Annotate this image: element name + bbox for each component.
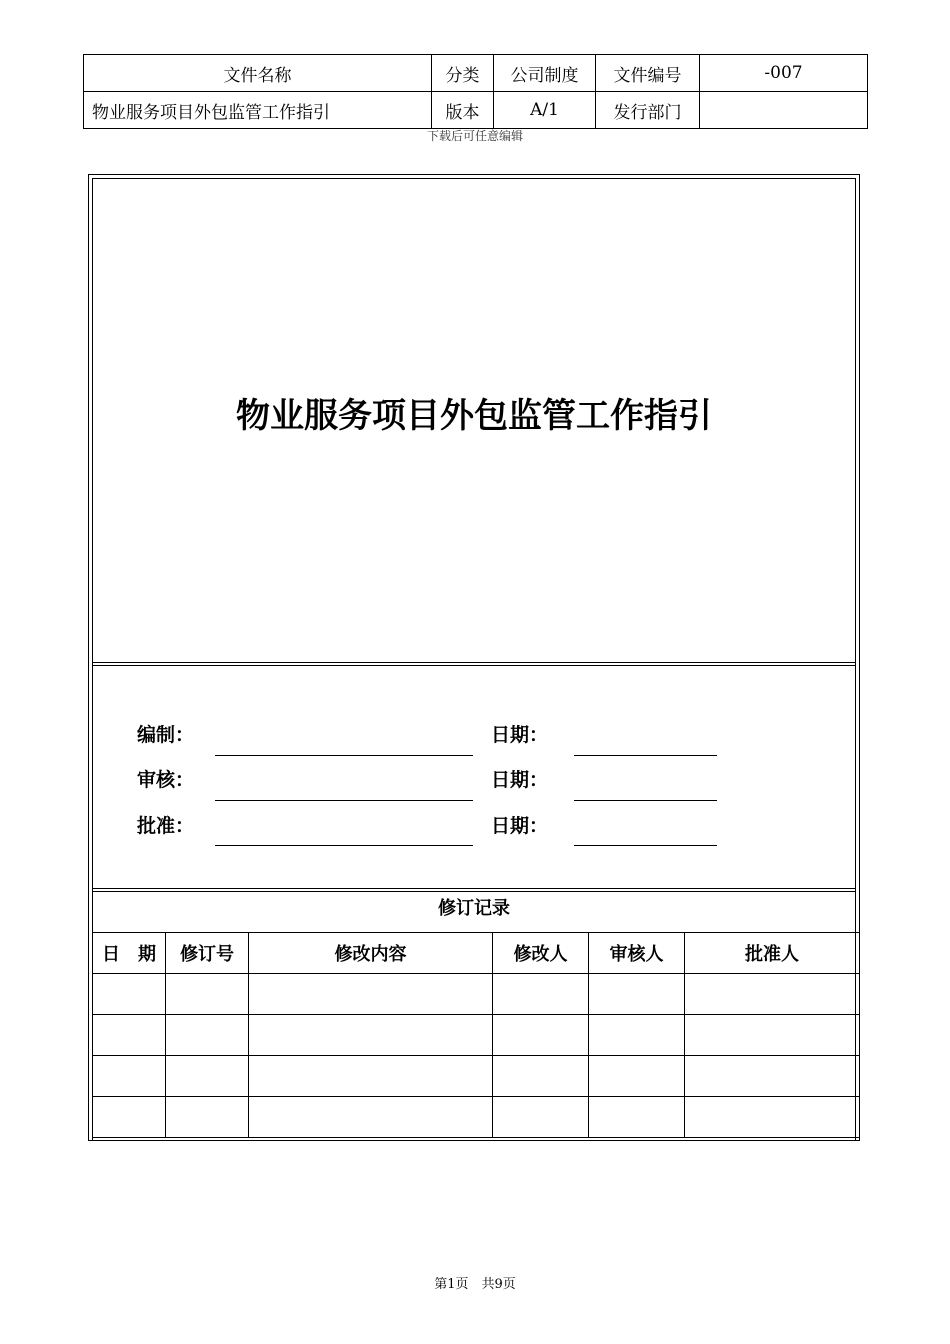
col-revision-no-header: 修订号 (166, 933, 249, 974)
category-label: 分类 (432, 55, 494, 92)
table-cell[interactable] (93, 974, 166, 1015)
table-cell[interactable] (493, 1015, 589, 1056)
prepared-signature-line[interactable] (215, 755, 473, 756)
section-divider-1 (92, 662, 856, 666)
prepared-label: 编制： (137, 724, 195, 746)
col-change-content-header: 修改内容 (249, 933, 493, 974)
revision-table (92, 932, 860, 1138)
category-value: 公司制度 (494, 55, 596, 92)
col-modifier-header: 修改人 (493, 933, 589, 974)
issuing-dept-label: 发行部门 (596, 92, 700, 129)
table-cell[interactable] (93, 1015, 166, 1056)
table-row (93, 1097, 860, 1138)
table-cell[interactable] (249, 1015, 493, 1056)
prepared-date-label: 日期： (491, 724, 549, 746)
table-cell[interactable] (685, 974, 860, 1015)
approved-date-label: 日期： (491, 815, 549, 837)
table-cell[interactable] (589, 1056, 685, 1097)
cover-title: 物业服务项目外包监管工作指引 (236, 396, 712, 436)
table-cell[interactable] (685, 1015, 860, 1056)
doc-title-cell: 物业服务项目外包监管工作指引 (84, 92, 432, 129)
document-header-table (83, 54, 868, 129)
table-cell[interactable] (166, 1015, 249, 1056)
table-cell[interactable] (493, 1056, 589, 1097)
reviewed-date-line[interactable] (574, 800, 717, 801)
approved-date-line[interactable] (574, 845, 717, 846)
prepared-date-line[interactable] (574, 755, 717, 756)
approved-signature-line[interactable] (215, 845, 473, 846)
table-row (93, 1015, 860, 1056)
doc-number-value: -007 (700, 55, 868, 92)
table-cell[interactable] (249, 974, 493, 1015)
table-cell[interactable] (166, 1056, 249, 1097)
version-label: 版本 (432, 92, 494, 129)
table-cell[interactable] (249, 1097, 493, 1138)
edit-notice: 下载后可任意编辑 (426, 129, 523, 143)
col-approver-header: 批准人 (685, 933, 860, 974)
section-divider-2 (92, 888, 856, 892)
col-date-header: 日 期 (93, 933, 166, 974)
table-cell[interactable] (685, 1056, 860, 1097)
table-cell[interactable] (589, 1097, 685, 1138)
table-cell[interactable] (589, 974, 685, 1015)
table-cell[interactable] (93, 1056, 166, 1097)
table-cell[interactable] (166, 1097, 249, 1138)
issuing-dept-value (700, 92, 868, 129)
table-cell[interactable] (589, 1015, 685, 1056)
doc-name-label: 文件名称 (84, 55, 432, 92)
approved-label: 批准： (137, 815, 195, 837)
reviewed-signature-line[interactable] (215, 800, 473, 801)
table-cell[interactable] (493, 1097, 589, 1138)
table-cell[interactable] (93, 1097, 166, 1138)
revision-record-title: 修订记录 (438, 898, 510, 919)
table-cell[interactable] (685, 1097, 860, 1138)
table-cell[interactable] (166, 974, 249, 1015)
table-row (93, 1056, 860, 1097)
doc-number-label: 文件编号 (596, 55, 700, 92)
col-reviewer-header: 审核人 (589, 933, 685, 974)
page-number-footer: 第1页 共9页 (434, 1277, 516, 1292)
table-cell[interactable] (493, 974, 589, 1015)
table-row (93, 974, 860, 1015)
version-value: A/1 (494, 92, 596, 129)
reviewed-label: 审核： (137, 769, 195, 791)
reviewed-date-label: 日期： (491, 769, 549, 791)
table-cell[interactable] (249, 1056, 493, 1097)
